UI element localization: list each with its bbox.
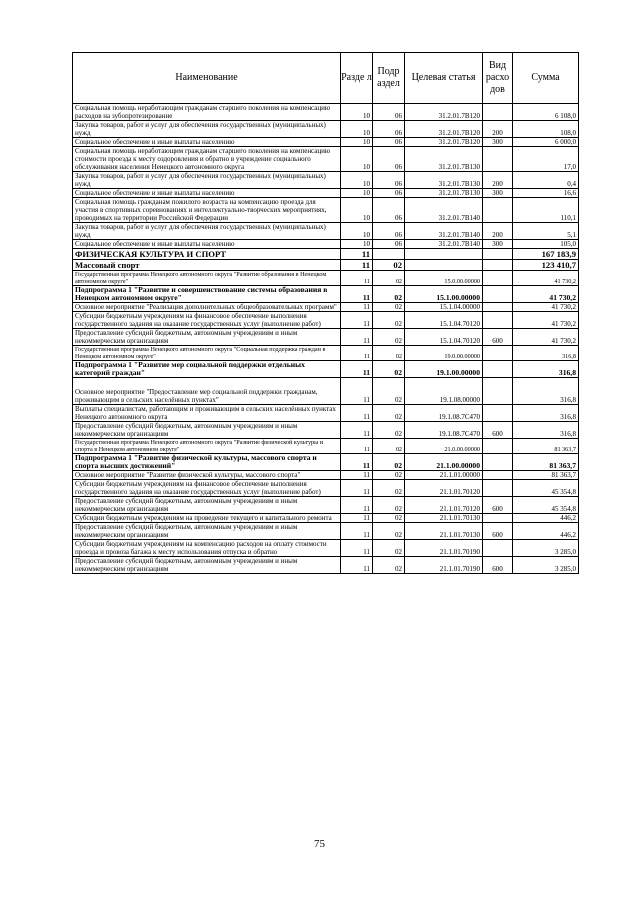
cell-vid [483,540,513,557]
cell-podrazdel: 06 [373,198,405,223]
cell-statya: 19.1.00.00000 [405,361,483,378]
cell-statya: 31.2.01.7В130 [405,147,483,172]
cell-razdel: 11 [341,514,373,523]
cell-summa: 41 730,2 [513,271,579,286]
cell-name: Социальное обеспечение и иные выплаты населению [73,138,341,147]
table-row [73,240,579,249]
cell-summa: 45 354,8 [513,497,579,514]
cell-razdel: 10 [341,198,373,223]
cell-podrazdel: 06 [373,121,405,138]
cell-statya: 15.1.04.70120 [405,329,483,346]
cell-statya: 19.1.08.00000 [405,378,483,405]
cell-statya: 21.0.00.00000 [405,439,483,454]
table-row [73,439,579,454]
cell-razdel: 11 [341,540,373,557]
cell-vid [483,514,513,523]
cell-statya: 31.2.01.7В120 [405,138,483,147]
cell-razdel: 11 [341,454,373,471]
header-statya: Целевая статья [405,53,483,104]
table-row [73,329,579,346]
cell-razdel: 11 [341,312,373,329]
cell-podrazdel: 02 [373,497,405,514]
cell-podrazdel: 02 [373,286,405,303]
cell-name: Предоставление субсидий бюджетным, автономным учреждениям и иным некоммерческим организациям [73,497,341,514]
cell-name: Подпрограмма 1 "Развитие физической культуры, массового спорта и спорта высших достижений" [73,454,341,471]
cell-vid [483,439,513,454]
cell-razdel: 11 [341,439,373,454]
cell-razdel: 10 [341,121,373,138]
table-row [73,138,579,147]
cell-razdel: 11 [341,249,373,260]
cell-podrazdel [373,249,405,260]
table-row [73,497,579,514]
cell-name: Подпрограмма 1 "Развитие и совершенствование системы образования в Ненецком автономном округе" [73,286,341,303]
cell-vid [483,312,513,329]
cell-summa: 110,1 [513,198,579,223]
table-row [73,286,579,303]
cell-statya: 21.1.01.00000 [405,471,483,480]
cell-statya: 31.2.01.7В130 [405,189,483,198]
cell-summa: 41 730,2 [513,329,579,346]
cell-statya: 15.1.04.70120 [405,312,483,329]
cell-podrazdel: 02 [373,312,405,329]
cell-vid [483,471,513,480]
cell-summa: 3 285,0 [513,557,579,574]
cell-name: Подпрограмма 1 "Развитие мер социальной поддержки отдельных категорий граждан" [73,361,341,378]
cell-razdel: 11 [341,378,373,405]
cell-statya [405,260,483,271]
cell-razdel: 10 [341,172,373,189]
cell-name: Субсидии бюджетным учреждениям на финансовое обеспечение выполнения государственного задания на оказание государственных услуг (выполнение работ) [73,480,341,497]
cell-vid: 600 [483,557,513,574]
cell-name: Основное мероприятие "Предоставление мер социальной поддержки гражданам, проживающим в сельских населённых пунктах" [73,378,341,405]
cell-summa: 316,8 [513,422,579,439]
cell-podrazdel: 02 [373,422,405,439]
cell-name: Субсидии бюджетным учреждениям на финансовое обеспечение выполнения государственного задания на оказание государственных услуг (выполнение работ) [73,312,341,329]
cell-podrazdel: 02 [373,346,405,361]
cell-podrazdel: 02 [373,540,405,557]
cell-vid: 600 [483,422,513,439]
cell-summa: 3 285,0 [513,540,579,557]
table-row [73,405,579,422]
table-row [73,198,579,223]
header-podrazdel: Подр аздел [373,53,405,104]
cell-summa: 45 354,8 [513,480,579,497]
table-row [73,361,579,378]
cell-statya: 21.1.00.00000 [405,454,483,471]
cell-name: Социальное обеспечение и иные выплаты населению [73,189,341,198]
cell-vid [483,260,513,271]
cell-razdel: 11 [341,329,373,346]
cell-razdel: 11 [341,422,373,439]
cell-summa: 446,2 [513,523,579,540]
cell-summa: 6 108,0 [513,104,579,121]
cell-name: Закупка товаров, работ и услуг для обеспечения государственных (муниципальных) нужд [73,172,341,189]
cell-vid [483,405,513,422]
cell-name: Социальная помощь неработающим гражданам старшего поколения на компенсацию расходов на зубопротезирование [73,104,341,121]
cell-vid [483,198,513,223]
cell-name: Массовый спорт [73,260,341,271]
cell-summa: 446,2 [513,514,579,523]
cell-name: Социальная помощь гражданам пожилого возраста на компенсацию проезда для участия в спортивных соревнованиях и интеллектуально-творческих мероприятиях, проводимых на территории Российской Федерации [73,198,341,223]
table-row [73,454,579,471]
cell-statya: 31.2.01.7В140 [405,223,483,240]
cell-summa: 316,8 [513,405,579,422]
cell-podrazdel: 06 [373,104,405,121]
cell-podrazdel: 02 [373,378,405,405]
cell-summa: 316,8 [513,361,579,378]
table-row [73,422,579,439]
table-row [73,480,579,497]
table-row [73,540,579,557]
cell-name: Предоставление субсидий бюджетным, автономным учреждениям и иным некоммерческим организациям [73,523,341,540]
cell-podrazdel: 06 [373,172,405,189]
cell-vid [483,286,513,303]
cell-podrazdel: 02 [373,405,405,422]
table-row [73,172,579,189]
cell-vid [483,480,513,497]
table-row [73,249,579,260]
cell-vid [483,104,513,121]
cell-statya: 21.1.01.70120 [405,480,483,497]
cell-name: Субсидии бюджетным учреждениям на компенсацию расходов на оплату стоимости проезда и провоза багажа к месту использования отпуска и обратно [73,540,341,557]
cell-statya: 19.0.00.00000 [405,346,483,361]
cell-name: Субсидии бюджетным учреждениям на проведение текущего и капитального ремонта [73,514,341,523]
cell-summa: 105,0 [513,240,579,249]
cell-podrazdel: 02 [373,471,405,480]
cell-vid [483,147,513,172]
cell-vid [483,378,513,405]
cell-summa: 17,0 [513,147,579,172]
cell-summa: 108,0 [513,121,579,138]
cell-name: ФИЗИЧЕСКАЯ КУЛЬТУРА И СПОРТ [73,249,341,260]
cell-razdel: 11 [341,480,373,497]
table-row [73,189,579,198]
cell-razdel: 10 [341,189,373,198]
cell-summa: 41 730,2 [513,312,579,329]
cell-summa: 81 363,7 [513,454,579,471]
cell-summa: 41 730,2 [513,303,579,312]
cell-statya: 31.2.01.7В120 [405,104,483,121]
table-row [73,523,579,540]
cell-vid: 300 [483,240,513,249]
cell-statya: 19.1.08.7С470 [405,422,483,439]
cell-summa: 0,4 [513,172,579,189]
cell-podrazdel: 06 [373,147,405,172]
cell-summa: 5,1 [513,223,579,240]
table-row [73,346,579,361]
cell-razdel: 10 [341,147,373,172]
table-row [73,471,579,480]
cell-razdel: 11 [341,271,373,286]
cell-statya [405,249,483,260]
cell-razdel: 11 [341,361,373,378]
cell-vid [483,249,513,260]
cell-name: Социальное обеспечение и иные выплаты населению [73,240,341,249]
cell-razdel: 11 [341,497,373,514]
cell-name: Социальная помощь неработающим гражданам старшего поколения на компенсацию стоимости проезда к месту оздоровления и обратно в учреждение социального обслуживания населения Ненецкого автономного округа [73,147,341,172]
budget-table [72,52,579,574]
header-summa: Сумма [513,53,579,104]
cell-podrazdel: 02 [373,439,405,454]
cell-statya: 31.2.01.7В130 [405,172,483,189]
cell-razdel: 10 [341,104,373,121]
cell-summa: 81 363,7 [513,471,579,480]
cell-name: Предоставление субсидий бюджетным, автономным учреждениям и иным некоммерческим организациям [73,329,341,346]
header-razdel: Разде л [341,53,373,104]
cell-podrazdel: 02 [373,514,405,523]
cell-name: Закупка товаров, работ и услуг для обеспечения государственных (муниципальных) нужд [73,121,341,138]
cell-podrazdel: 06 [373,189,405,198]
cell-summa: 81 363,7 [513,439,579,454]
table-row [73,223,579,240]
budget-table-wrapper [72,52,578,574]
cell-statya: 21.1.01.70120 [405,497,483,514]
cell-name: Основное мероприятие "Реализация дополнительных общеобразовательных программ" [73,303,341,312]
cell-statya: 31.2.01.7В140 [405,240,483,249]
cell-razdel: 11 [341,346,373,361]
cell-vid: 600 [483,497,513,514]
cell-name: Государственная программа Ненецкого автономного округа "Развитие образования в Ненецком автономном округе" [73,271,341,286]
cell-name: Выплаты специалистам, работающим и проживающим в сельских населённых пунктах Ненецкого автономного округа [73,405,341,422]
cell-vid: 200 [483,121,513,138]
cell-razdel: 11 [341,557,373,574]
cell-vid: 200 [483,223,513,240]
table-row [73,104,579,121]
table-row [73,514,579,523]
cell-name: Государственная программа Ненецкого автономного округа "Социальная поддержка граждан в Ненецком автономном округе" [73,346,341,361]
cell-podrazdel: 02 [373,523,405,540]
cell-razdel: 11 [341,523,373,540]
cell-vid [483,454,513,471]
cell-razdel: 11 [341,260,373,271]
cell-podrazdel: 02 [373,454,405,471]
table-header-row [73,53,579,104]
cell-vid [483,361,513,378]
cell-vid: 300 [483,138,513,147]
cell-summa: 167 183,9 [513,249,579,260]
cell-name: Основное мероприятие "Развитие физической культуры, массового спорта" [73,471,341,480]
cell-vid [483,303,513,312]
cell-razdel: 11 [341,405,373,422]
cell-vid: 600 [483,523,513,540]
table-row [73,557,579,574]
cell-statya: 21.1.01.70130 [405,514,483,523]
cell-vid [483,271,513,286]
cell-razdel: 11 [341,303,373,312]
cell-summa: 316,8 [513,346,579,361]
cell-statya: 15.1.00.00000 [405,286,483,303]
cell-podrazdel: 06 [373,138,405,147]
page-number: 75 [314,838,325,850]
cell-vid [483,346,513,361]
table-row [73,147,579,172]
table-row [73,312,579,329]
table-row [73,378,579,405]
cell-vid: 600 [483,329,513,346]
cell-razdel: 10 [341,138,373,147]
cell-razdel: 10 [341,240,373,249]
cell-podrazdel: 02 [373,303,405,312]
header-name: Наименование [73,53,341,104]
cell-razdel: 10 [341,223,373,240]
cell-podrazdel: 02 [373,361,405,378]
cell-summa: 41 730,2 [513,286,579,303]
cell-podrazdel: 02 [373,557,405,574]
table-row [73,260,579,271]
cell-statya: 15.0.00.00000 [405,271,483,286]
table-body [73,104,579,574]
cell-podrazdel: 06 [373,240,405,249]
cell-razdel: 11 [341,471,373,480]
cell-summa: 6 000,0 [513,138,579,147]
cell-podrazdel: 02 [373,271,405,286]
cell-name: Государственная программа Ненецкого автономного округа "Развитие физической культуры и спорта в Ненецком автономном округе" [73,439,341,454]
cell-podrazdel: 02 [373,260,405,271]
table-row [73,121,579,138]
cell-podrazdel: 02 [373,480,405,497]
header-vid: Вид расхо дов [483,53,513,104]
cell-statya: 31.2.01.7В140 [405,198,483,223]
cell-name: Предоставление субсидий бюджетным, автономным учреждениям и иным некоммерческим организациям [73,422,341,439]
cell-vid: 200 [483,172,513,189]
cell-razdel: 11 [341,286,373,303]
table-row [73,271,579,286]
cell-summa: 16,6 [513,189,579,198]
cell-summa: 316,8 [513,378,579,405]
cell-statya: 21.1.01.70130 [405,523,483,540]
table-row [73,303,579,312]
cell-statya: 31.2.01.7В120 [405,121,483,138]
cell-statya: 21.1.01.70190 [405,557,483,574]
cell-podrazdel: 02 [373,329,405,346]
cell-statya: 15.1.04.00000 [405,303,483,312]
cell-name: Закупка товаров, работ и услуг для обеспечения государственных (муниципальных) нужд [73,223,341,240]
cell-name: Предоставление субсидий бюджетным, автономным учреждениям и иным некоммерческим организациям [73,557,341,574]
cell-statya: 19.1.08.7С470 [405,405,483,422]
cell-summa: 123 410,7 [513,260,579,271]
cell-podrazdel: 06 [373,223,405,240]
cell-statya: 21.1.01.70190 [405,540,483,557]
cell-vid: 300 [483,189,513,198]
